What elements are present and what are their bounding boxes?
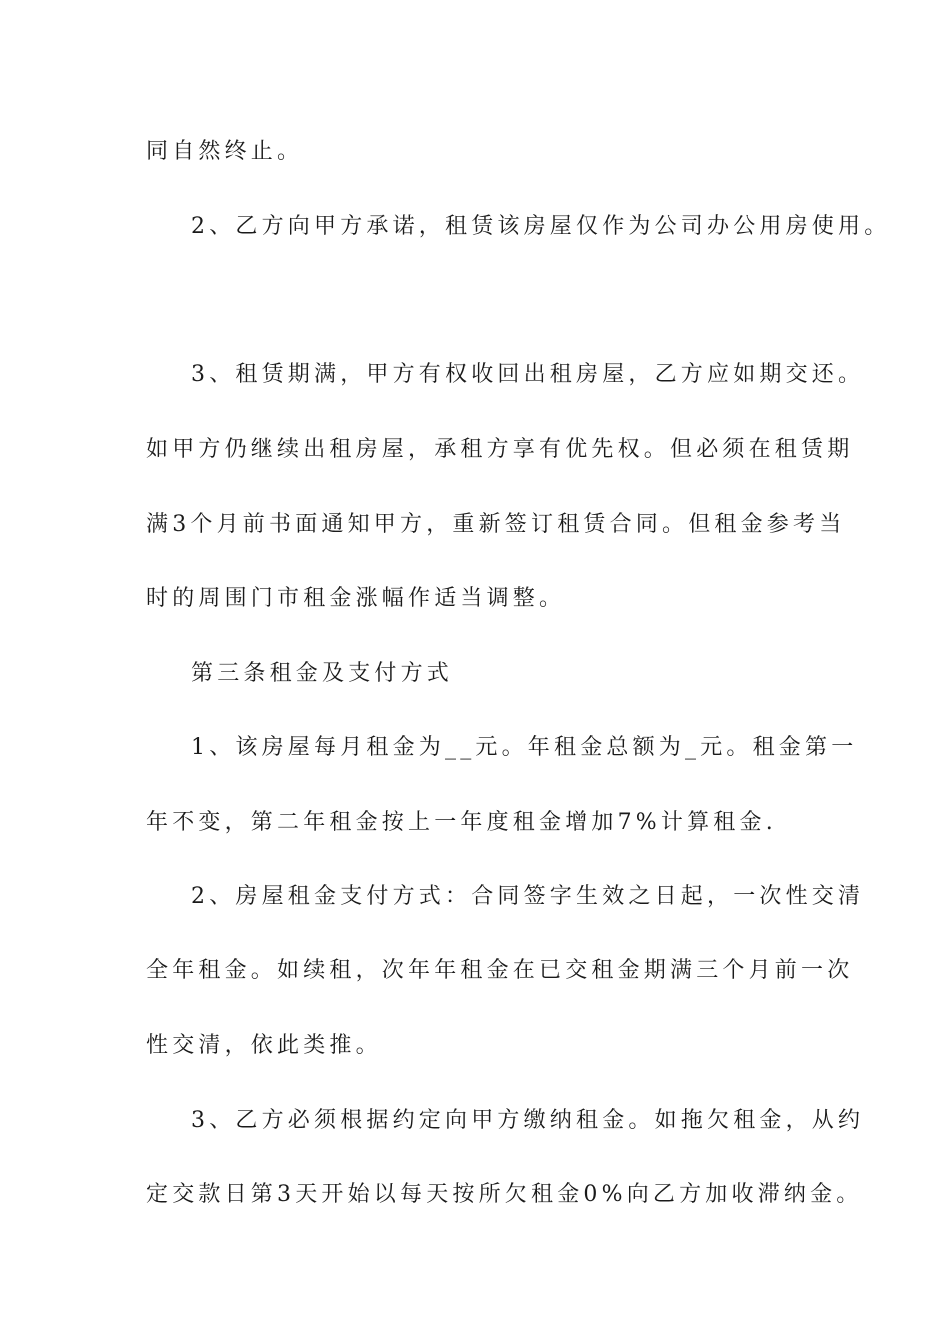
text-line-11: 全年租金。如续租，次年年租金在已交租金期满三个月前一次: [146, 958, 854, 983]
text-line-12: 性交清，依此类推。: [146, 1033, 382, 1058]
text-line-8: 1、该房屋每月租金为__元。年租金总额为_元。租金第一: [191, 735, 858, 760]
text-line-2: 2、乙方向甲方承诺，租赁该房屋仅作为公司办公用房使用。: [191, 214, 891, 239]
text-line-13: 3、乙方必须根据约定向甲方缴纳租金。如拖欠租金，从约: [191, 1108, 865, 1133]
text-line-6: 时的周围门市租金涨幅作适当调整。: [146, 586, 566, 611]
text-line-5: 满3个月前书面通知甲方，重新签订租赁合同。但租金参考当: [146, 512, 846, 537]
text-line-14: 定交款日第3天开始以每天按所欠租金0%向乙方加收滞纳金。: [146, 1182, 863, 1207]
text-line-3: 3、租赁期满，甲方有权收回出租房屋，乙方应如期交还。: [191, 362, 865, 387]
text-line-9: 年不变，第二年租金按上一年度租金增加7%计算租金.: [146, 810, 777, 835]
section-heading: 第三条租金及支付方式: [191, 661, 454, 686]
text-line-1: 同自然终止。: [146, 139, 304, 164]
text-line-10: 2、房屋租金支付方式：合同签字生效之日起，一次性交清: [191, 884, 865, 909]
text-line-4: 如甲方仍继续出租房屋，承租方享有优先权。但必须在租赁期: [146, 437, 854, 462]
